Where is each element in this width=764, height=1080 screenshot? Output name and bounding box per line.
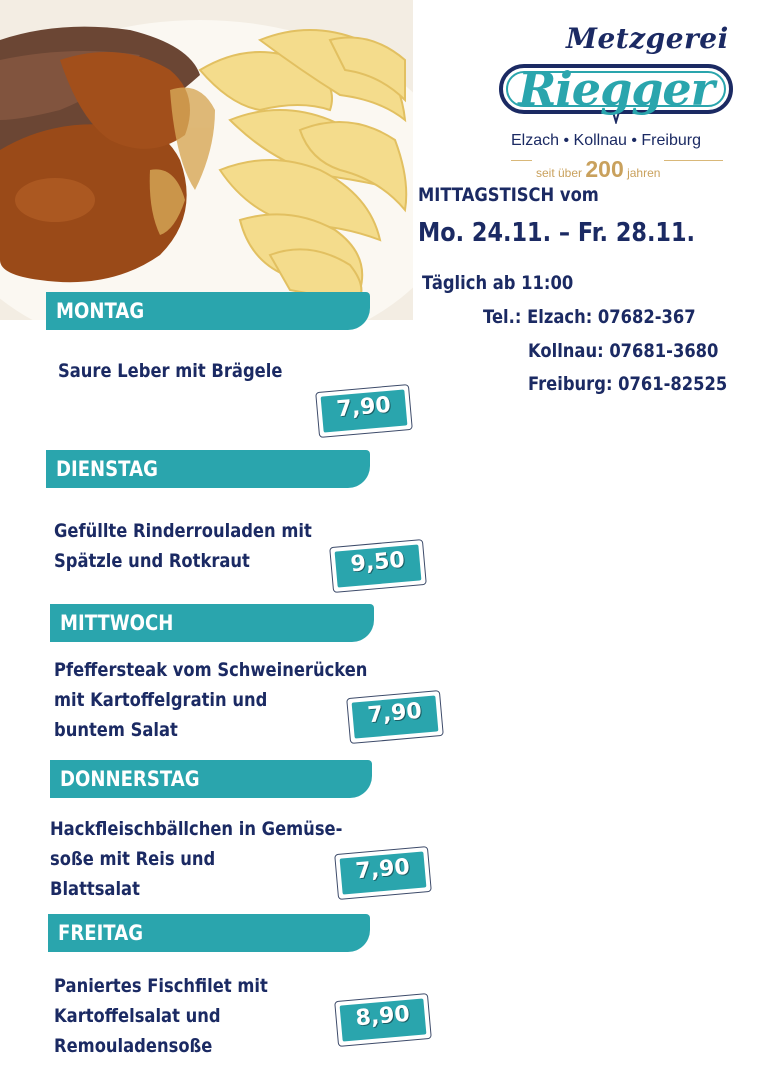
phone-elzach: Tel.: Elzach: 07682-367 <box>483 306 696 328</box>
day-label: DIENSTAG <box>56 457 158 481</box>
day-label: MITTWOCH <box>60 611 174 635</box>
day-bar-freitag <box>48 914 370 952</box>
dish-line: Paniertes Fischfilet mit <box>54 975 268 997</box>
logo-since <box>532 156 664 183</box>
dish-line: buntem Salat <box>54 719 178 741</box>
price-tag-dienstag <box>329 539 427 593</box>
price-tag-donnerstag <box>334 846 432 900</box>
dish-line: soße mit Reis und <box>50 848 216 870</box>
price-tag-freitag <box>334 993 432 1047</box>
day-label: FREITAG <box>58 921 144 945</box>
price-value: 7,90 <box>366 698 423 729</box>
food-photo <box>0 0 413 320</box>
logo-title: Metzgerei <box>566 22 729 55</box>
price-tag-montag <box>315 384 413 438</box>
lunch-heading: MITTAGSTISCH vom <box>418 184 599 206</box>
dish-montag <box>58 356 319 386</box>
dish-freitag <box>54 971 303 1061</box>
dish-line: Pfeffersteak vom Schweinerücken <box>54 659 368 681</box>
logo-cities: Elzach • Kollnau • Freiburg <box>511 132 701 149</box>
dish-line: mit Kartoffelgratin und <box>54 689 268 711</box>
price-value: 9,50 <box>349 547 406 578</box>
phone-freiburg: Freiburg: 0761-82525 <box>528 373 728 395</box>
phone-kollnau: Kollnau: 07681-3680 <box>528 340 719 362</box>
logo-since-suffix: jahren <box>627 166 661 180</box>
metzgerei-logo <box>496 14 736 184</box>
dish-line: Spätzle und Rotkraut <box>54 550 250 572</box>
dish-line: Kartoffelsalat und <box>54 1005 221 1027</box>
dish-line: Blattsalat <box>50 878 140 900</box>
day-bar-dienstag <box>46 450 370 488</box>
day-label: DONNERSTAG <box>60 767 200 791</box>
day-bar-montag <box>46 292 370 330</box>
logo-name: Riegger <box>518 62 714 116</box>
dish-line: Saure Leber mit Brägele <box>58 360 283 382</box>
price-value: 7,90 <box>354 854 411 885</box>
dish-line: Gefüllte Rinderrouladen mit <box>54 520 312 542</box>
price-tag-mittwoch <box>346 690 444 744</box>
day-bar-donnerstag <box>50 760 372 798</box>
dish-dienstag <box>54 516 354 576</box>
day-bar-mittwoch <box>50 604 374 642</box>
day-label: MONTAG <box>56 299 145 323</box>
price-value: 8,90 <box>354 1001 411 1032</box>
dish-line: Hackfleischbällchen in Gemüse- <box>50 818 343 840</box>
lunch-date-range: Mo. 24.11. – Fr. 28.11. <box>418 218 696 248</box>
price-value: 7,90 <box>335 392 392 423</box>
daily-time: Täglich ab 11:00 <box>422 272 574 294</box>
logo-since-prefix: seit über <box>536 166 583 180</box>
logo-since-number: 200 <box>585 156 624 182</box>
dish-line: Remouladensoße <box>54 1035 213 1057</box>
